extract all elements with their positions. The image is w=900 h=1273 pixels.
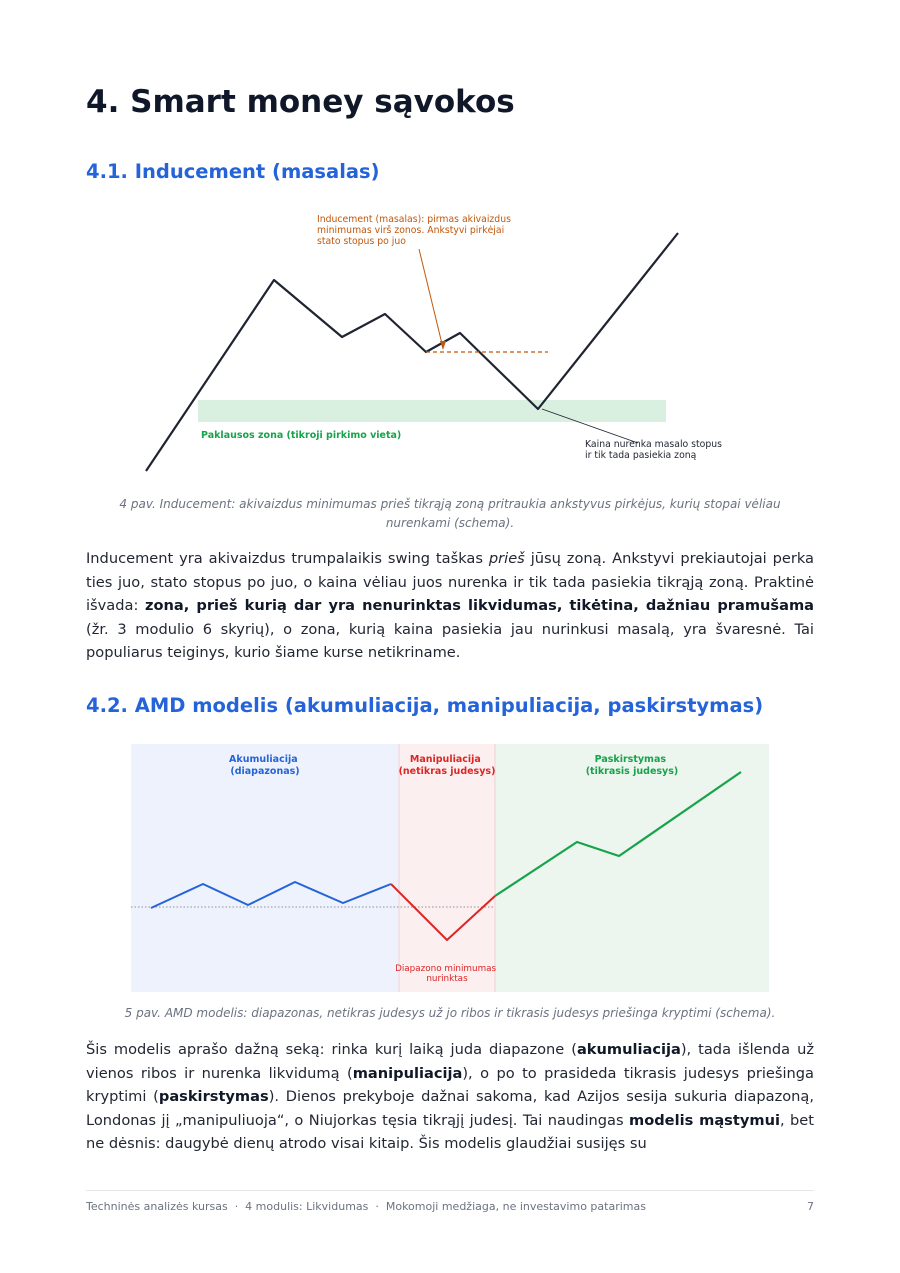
page-number: 7: [807, 1200, 814, 1213]
distribution-label-line-2: (tikrasis judesys): [585, 766, 679, 777]
distribution-label-line-1: Paskirstymas: [594, 754, 667, 765]
range-low-swept-line-2: nurinktas: [426, 974, 468, 984]
amd-bold-manipulation: manipuliacija: [352, 1064, 463, 1082]
manipulation-label-line-2: (netikras judesys): [398, 766, 496, 777]
range-low-swept-line-1: Diapazono minimumas: [395, 964, 497, 974]
amd-text-5: , bet ne dėsnis: daugybė dienų atrodo visai kitaip. Šis modelis glaudžiai susijęs su: [86, 1111, 814, 1153]
inducement-emphasis: prieš: [488, 550, 525, 567]
footer-text: Techninės analizės kursas · 4 modulis: Likvidumas · Mokomoji medžiaga, ne investavimo patarimas: [86, 1200, 646, 1213]
amd-paragraph: [86, 1038, 814, 1156]
amd-text-4: ). Dienos prekyboje dažnai sakoma, kad Azijos sesija sukuria diapazoną, Londonas jį „manipuliuoja“, o Niujorkas tęsia tikrąjį judesį. Tai naudingas: [86, 1088, 814, 1129]
inducement-text-3: (žr. 3 modulio 6 skyrių), o zona, kurią kaina pasiekia jau nurinkusi masalą, yra švaresnė. Tai populiarus teiginys, kurio šiame kurse netikriname.: [86, 620, 814, 662]
accumulation-label-line-2: (diapazonas): [230, 766, 300, 777]
distribution-label: [586, 754, 679, 777]
inducement-text-1: Inducement yra akivaizdus trumpalaikis swing taškas: [86, 550, 489, 567]
callout-top-text: [317, 214, 514, 247]
section-title-amd: 4.2. AMD modelis (akumuliacija, manipuliacija, paskirstymas): [86, 694, 764, 717]
amd-figure: [131, 744, 769, 992]
amd-text-3: ), o po to prasideda tikrasis judesys priešinga kryptimi (: [86, 1064, 815, 1106]
accumulation-label: [229, 754, 301, 777]
callout-top-arrowhead: [440, 341, 446, 350]
amd-text-1: Šis modelis aprašo dažną seką: rinka kurį laiką juda diapazone (: [86, 1041, 577, 1058]
callout-top-line-2: minimumas virš zonos. Ankstyvi pirkėjai: [317, 225, 505, 236]
manipulation-label-line-1: Manipuliacija: [409, 754, 481, 765]
callout-top-line-1: Inducement (masalas): pirmas akivaizdus: [317, 214, 511, 225]
amd-bold-model: modelis mąstymui: [629, 1111, 780, 1129]
demand-zone-label: Paklausos zona (tikroji pirkimo vieta): [201, 430, 402, 441]
amd-bold-distribution: paskirstymas: [158, 1088, 269, 1106]
callout-bottom-line-1: Kaina nurenka masalo stopus: [585, 439, 722, 450]
callout-top-line-3: stato stopus po juo: [317, 236, 406, 247]
amd-bold-accumulation: akumuliacija: [576, 1041, 681, 1058]
figure-5-caption: 5 pav. AMD modelis: diapazonas, netikras judesys už jo ribos ir tikrasis judesys priešinga kryptimi (schema).: [124, 1006, 776, 1020]
callout-bottom-text: [585, 439, 725, 461]
inducement-text-2: jūsų zoną. Ankstyvi prekiautojai perka ties juo, stato stopus po juo, o kaina vėliau juos nurenka ir tik tada pasiekia tikrąją zoną. Praktinė išvada:: [86, 550, 814, 615]
page-footer: [86, 1190, 814, 1213]
accumulation-phase-bg: [131, 744, 399, 992]
section-title-inducement: 4.1. Inducement (masalas): [86, 160, 380, 183]
manipulation-phase-bg: [399, 744, 495, 992]
inducement-bold: zona, prieš kurią dar yra nenurinktas likvidumas, tikėtina, dažniau pramušama: [145, 597, 815, 615]
amd-text-2: ), tada išlenda už vienos ribos ir nurenka likvidumą (: [86, 1041, 814, 1082]
figure-4-caption: 4 pav. Inducement: akivaizdus minimumas prieš tikrąją zoną pritraukia ankstyvus pirkėjus, kurių stopai vėliau nurenkami (schema).: [119, 497, 781, 530]
accumulation-label-line-1: Akumuliacija: [229, 754, 298, 765]
page-title: 4. Smart money sąvokos: [86, 84, 515, 120]
inducement-figure: [126, 205, 746, 480]
callout-top-pointer: [419, 249, 443, 348]
inducement-paragraph: [86, 547, 814, 665]
callout-bottom-line-2: ir tik tada pasiekia zoną: [585, 450, 697, 461]
manipulation-label: [399, 754, 496, 777]
demand-zone: [198, 400, 666, 422]
